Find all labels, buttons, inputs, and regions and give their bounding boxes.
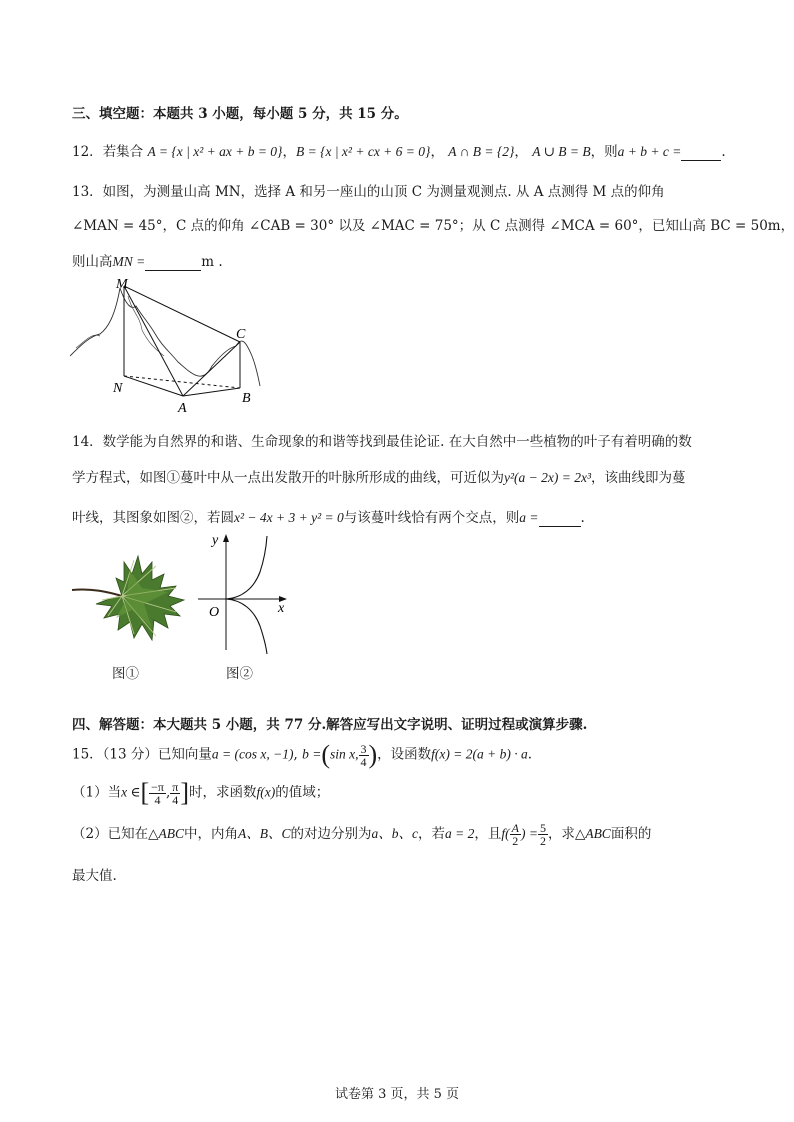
q15-p1-suffix: 时，求函数 <box>189 784 257 801</box>
figure-14-caption-2: 图② <box>226 666 253 682</box>
q15-p2-f: f( <box>501 826 510 841</box>
label-B: B <box>242 391 251 406</box>
q12-set-b: B = {x | x² + cx + 6 = 0} <box>295 144 431 159</box>
leaf-stem <box>72 589 122 596</box>
q15-p1-f: f(x) <box>256 784 276 800</box>
label-N: N <box>113 381 123 396</box>
q15-vector-b-sin: sin x, <box>330 746 359 762</box>
q12-comma3: ， <box>514 144 528 160</box>
q12-comma2: ， <box>430 144 444 160</box>
q14-line3 <box>72 506 585 527</box>
mountain-contour <box>76 335 100 348</box>
q15-p2-feq: ) = <box>520 826 538 841</box>
q13-answer-blank <box>145 254 201 271</box>
q15-p2-angles: A、B、C <box>237 826 291 841</box>
q13-line3-expr: MN = <box>112 254 146 269</box>
q15-p2-arg-frac <box>510 822 521 847</box>
figure-14-cissoid-graph <box>192 532 292 657</box>
q13-line1: 13．如图，为测量山高 MN，选择 A 和另一座山的山顶 C 为测量观测点. 从 A 点测得 M 点的仰角 <box>72 184 665 200</box>
q15-p2-text5: ，求 <box>547 826 575 842</box>
q15-p2-sides: a、b、c <box>371 826 418 841</box>
q15-p1-lden: 4 <box>154 792 161 807</box>
q14-line2-suffix: ，该曲线即为蔓 <box>591 470 686 486</box>
q12-comma1: ， <box>282 144 296 160</box>
q15-p1-x: x ∈ <box>121 784 141 800</box>
q15-p2-vden: 2 <box>539 834 546 848</box>
q15-p1-prefix: （1）当 <box>72 784 122 801</box>
q12-number: 12． <box>72 144 103 160</box>
y-axis-arrow-icon <box>223 534 229 542</box>
q15-p2-prefix: （2）已知在 <box>72 826 149 842</box>
q15-part2 <box>72 822 651 847</box>
q15-p1-rden: 4 <box>172 792 179 807</box>
q15-stem: 15．（13 分）已知向量a = (cos x, −1), b =(sin x, $\frac{3}{4}$ )，设函数f(x) = 2(a + b) · a. <box>72 740 533 769</box>
q15-rparen: ) <box>368 740 378 769</box>
q15-p1-lnum: −π <box>151 779 164 794</box>
q14-line3-ask: a = <box>519 510 539 525</box>
q15-lparen: ( <box>321 740 330 769</box>
cissoid-upper-branch <box>226 536 267 599</box>
q15-p2-value-frac <box>538 822 548 847</box>
segment-AB <box>183 388 240 396</box>
q12-end: . <box>721 144 726 160</box>
q15-p2-text4: ，且 <box>474 826 502 842</box>
figure-14-leaf-image <box>72 548 190 648</box>
q15-part2-line2: 最大值. <box>72 868 117 884</box>
q15-p2-tri2: △ABC <box>574 826 611 841</box>
section3-title: 三、填空题：本题共 3 小题，每小题 5 分，共 15 分。 <box>72 106 408 122</box>
q15-p1-end: 的值域； <box>275 784 330 801</box>
q12-set-a: A = {x | x² + ax + b = 0} <box>147 144 283 159</box>
section4-title: 四、解答题：本大题共 5 小题，共 77 分.解答应写出文字说明、证明过程或演算步骤. <box>72 717 588 733</box>
q15-prefix: 15．（13 分）已知向量 <box>72 746 212 763</box>
q13-line3 <box>72 250 223 271</box>
q15-p2-fnum: A <box>511 821 519 835</box>
q15-function: f(x) = 2(a + b) · a <box>431 746 528 762</box>
q15-p1-rnum: π <box>172 779 179 794</box>
q14-line3-eq: x² − 4x + 3 + y² = 0 <box>234 510 344 525</box>
q15-p2-text2: 的对边分别为 <box>290 826 372 842</box>
q15-end: . <box>527 746 533 763</box>
q15-p2-fden: 2 <box>512 834 519 848</box>
q12-ask: a + b + c = <box>617 144 682 159</box>
q14-line1: 14．数学能为自然界的和谐、生命现象的和谐等找到最佳论证. 在大自然中一些植物的叶子有着明确的数 <box>72 434 692 450</box>
q14-answer-blank <box>539 510 581 527</box>
mountain-outline <box>70 288 260 386</box>
q14-line2-prefix: 学方程式，如图①蔓叶中从一点出发散开的叶脉所形成的曲线，可近似为 <box>72 470 504 486</box>
figure-14-caption-1: 图① <box>112 666 139 682</box>
q12-answer-blank <box>681 144 721 161</box>
q14-line3-end: . <box>580 510 585 526</box>
q15-vector-b-head: b = <box>302 746 322 762</box>
label-M: M <box>116 277 128 292</box>
q15-p2-text3: ，若 <box>417 826 445 842</box>
q15-p1-lbracket: [ <box>140 778 150 807</box>
label-C: C <box>236 327 246 342</box>
cissoid-lower-branch <box>226 599 267 654</box>
q15-frac-den: 4 <box>360 754 367 769</box>
q13-line3-prefix: 则山高 <box>72 254 113 270</box>
figure-13-mountain-diagram <box>70 276 270 416</box>
q13-line3-suffix: m . <box>201 254 223 270</box>
q15-p2-vnum: 5 <box>539 821 546 835</box>
q12-intersection: A ∩ B = {2} <box>448 144 515 159</box>
q12-then: ，则 <box>590 144 618 160</box>
q15-part1: （1）当x ∈[ $\frac{-\pi}{4}$ , $\frac{\pi}{4}$ ]时，求函数f(x)的值域； <box>72 778 330 807</box>
q15-vector-a: a = (cos x, −1) <box>211 746 294 762</box>
q14-line2 <box>72 466 686 486</box>
q15-p2-tri: △ABC <box>148 826 184 841</box>
q15-p2-text1: 中，内角 <box>183 826 238 842</box>
q15-p2-text6: 面积的 <box>610 826 652 842</box>
q14-line3-prefix: 叶线，其图象如图②，若圆 <box>72 510 234 526</box>
q13-line2: ∠MAN = 45°，C 点的仰角 ∠CAB = 30° 以及 ∠MAC = 75°；从 C 点测得 ∠MCA = 60°，已知山高 BC = 50m， <box>72 218 794 234</box>
question-12 <box>72 140 726 161</box>
q12-union: A ∪ B = B <box>532 144 591 159</box>
q15-mid: ，设函数 <box>377 746 432 763</box>
origin-label: O <box>209 605 220 620</box>
axis-y-label: y <box>212 533 219 548</box>
q15-vector-b-frac <box>359 743 369 768</box>
q14-line3-mid: 与该蔓叶线恰有两个交点，则 <box>343 510 520 526</box>
q14-line2-eq: y²(a − 2x) = 2x³ <box>504 470 592 485</box>
label-A: A <box>178 401 187 416</box>
q15-p1-rbracket: ] <box>180 778 189 807</box>
axis-x-label: x <box>278 601 285 616</box>
segment-AC <box>183 342 240 396</box>
page-footer: 试卷第 3 页，共 5 页 <box>334 1087 460 1102</box>
q15-frac-num: 3 <box>360 741 367 756</box>
q12-prefix: 若集合 <box>102 144 144 160</box>
q15-p2-a: a = 2 <box>444 826 475 841</box>
q15-p1-left-frac <box>149 781 166 806</box>
q15-p1-right-frac <box>170 781 180 806</box>
